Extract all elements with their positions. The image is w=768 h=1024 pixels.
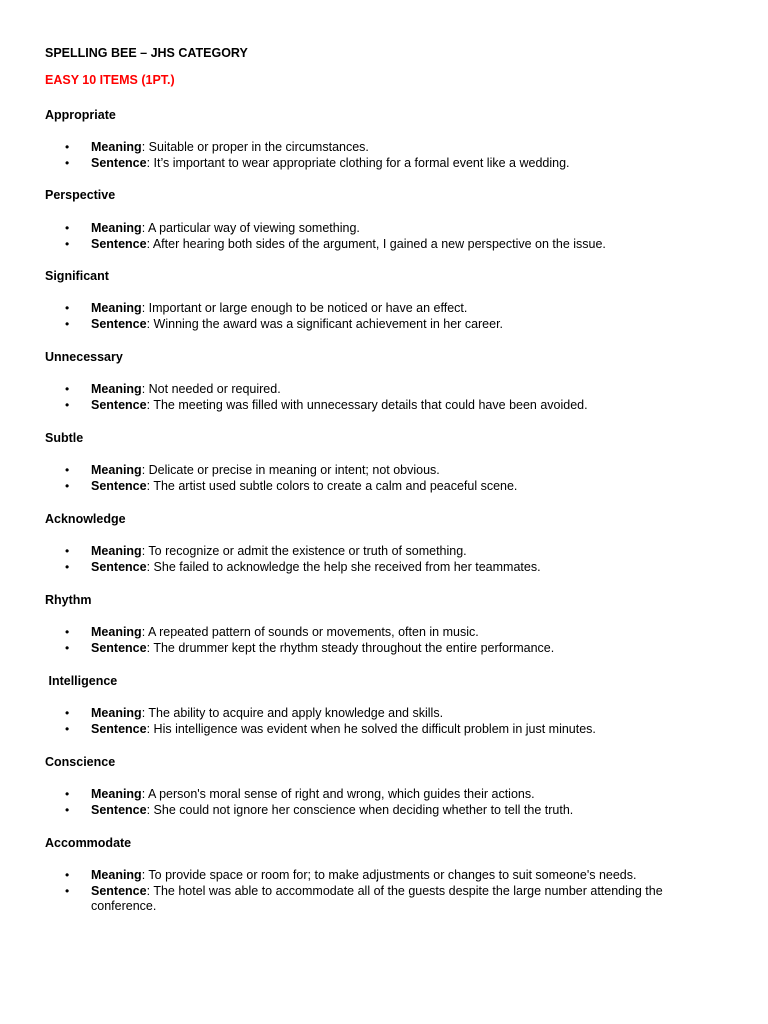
sentence-text: : The hotel was able to accommodate all of the guests despite the large number attending the conference. — [91, 883, 663, 913]
sentence-text: : Winning the award was a significant achievement in her career. — [146, 316, 504, 331]
meaning-item — [0, 544, 768, 560]
meaning-item — [0, 140, 768, 156]
sentence-text: : It’s important to wear appropriate clothing for a formal event like a wedding. — [146, 155, 570, 170]
sentence-label: Sentence — [91, 155, 147, 170]
bullet-icon: • — [65, 802, 70, 817]
meaning-item — [0, 301, 768, 317]
word-heading: Intelligence — [45, 674, 118, 688]
meaning-text: : A particular way of viewing something. — [141, 221, 360, 235]
meaning-text: : A repeated pattern of sounds or movements, often in music. — [141, 625, 479, 639]
section-subtitle: EASY 10 ITEMS (1PT.) — [45, 73, 175, 87]
sentence-label: Sentence — [91, 640, 147, 655]
bullet-icon: • — [65, 706, 70, 720]
sentence-item — [0, 479, 768, 495]
bullet-icon: • — [65, 155, 70, 170]
sentence-text: : The meeting was filled with unnecessary details that could have been avoided. — [146, 397, 588, 412]
sentence-item — [0, 317, 768, 333]
meaning-text: : To recognize or admit the existence or truth of something. — [141, 544, 467, 558]
bullet-icon: • — [65, 463, 70, 477]
meaning-item — [0, 382, 768, 398]
bullet-icon: • — [65, 787, 70, 801]
sentence-label: Sentence — [91, 721, 147, 736]
meaning-label: Meaning — [91, 706, 142, 720]
bullet-icon: • — [65, 382, 70, 396]
sentence-text: : She could not ignore her conscience when deciding whether to tell the truth. — [146, 802, 574, 817]
bullet-icon: • — [65, 625, 70, 639]
word-heading: Conscience — [45, 755, 116, 769]
bullet-icon: • — [65, 883, 70, 898]
sentence-label: Sentence — [91, 802, 147, 817]
sentence-item — [0, 560, 768, 576]
sentence-label: Sentence — [91, 236, 147, 251]
sentence-text: : His intelligence was evident when he solved the difficult problem in just minutes. — [146, 721, 596, 736]
word-details-list — [0, 787, 768, 818]
meaning-text: : A person's moral sense of right and wrong, which guides their actions. — [141, 787, 535, 801]
word-details-list — [0, 706, 768, 737]
word-details-list — [0, 382, 768, 413]
sentence-item — [0, 722, 768, 738]
word-heading: Perspective — [45, 188, 116, 202]
meaning-label: Meaning — [91, 382, 142, 396]
sentence-item — [0, 803, 768, 819]
sentence-text: : The drummer kept the rhythm steady throughout the entire performance. — [146, 640, 555, 655]
word-heading: Subtle — [45, 431, 84, 445]
bullet-icon: • — [65, 236, 70, 251]
word-details-list — [0, 544, 768, 575]
meaning-item — [0, 221, 768, 237]
sentence-item — [0, 641, 768, 657]
word-details-list — [0, 301, 768, 332]
meaning-label: Meaning — [91, 868, 142, 882]
bullet-icon: • — [65, 559, 70, 574]
sentence-item — [0, 884, 768, 915]
meaning-text: : Not needed or required. — [141, 382, 281, 396]
sentence-label: Sentence — [91, 559, 147, 574]
sentence-item — [0, 398, 768, 414]
bullet-icon: • — [65, 140, 70, 154]
sentence-text: : She failed to acknowledge the help she received from her teammates. — [146, 559, 541, 574]
sentence-label: Sentence — [91, 397, 147, 412]
sentence-item — [0, 156, 768, 172]
sentence-item — [0, 237, 768, 253]
word-details-list — [0, 625, 768, 656]
bullet-icon: • — [65, 868, 70, 882]
meaning-label: Meaning — [91, 140, 142, 154]
meaning-item — [0, 787, 768, 803]
sentence-text: : After hearing both sides of the argument, I gained a new perspective on the issue. — [146, 236, 606, 251]
bullet-icon: • — [65, 301, 70, 315]
meaning-label: Meaning — [91, 625, 142, 639]
meaning-item — [0, 625, 768, 641]
word-heading: Significant — [45, 269, 109, 283]
word-heading: Unnecessary — [45, 350, 123, 364]
meaning-text: : To provide space or room for; to make adjustments or changes to suit someone's needs. — [141, 868, 637, 882]
word-details-list — [0, 140, 768, 171]
bullet-icon: • — [65, 478, 70, 493]
meaning-label: Meaning — [91, 544, 142, 558]
meaning-item — [0, 706, 768, 722]
word-details-list — [0, 463, 768, 494]
word-heading: Accommodate — [45, 836, 132, 850]
bullet-icon: • — [65, 221, 70, 235]
meaning-label: Meaning — [91, 463, 142, 477]
page-title: SPELLING BEE – JHS CATEGORY — [45, 46, 248, 60]
meaning-text: : Important or large enough to be noticed or have an effect. — [141, 301, 468, 315]
meaning-text: : Delicate or precise in meaning or intent; not obvious. — [141, 463, 440, 477]
meaning-label: Meaning — [91, 787, 142, 801]
bullet-icon: • — [65, 721, 70, 736]
meaning-label: Meaning — [91, 301, 142, 315]
sentence-label: Sentence — [91, 478, 147, 493]
bullet-icon: • — [65, 544, 70, 558]
sentence-label: Sentence — [91, 316, 147, 331]
bullet-icon: • — [65, 397, 70, 412]
bullet-icon: • — [65, 640, 70, 655]
meaning-item — [0, 463, 768, 479]
word-heading: Rhythm — [45, 593, 92, 607]
bullet-icon: • — [65, 316, 70, 331]
word-heading: Appropriate — [45, 108, 116, 122]
meaning-item — [0, 868, 768, 884]
meaning-text: : Suitable or proper in the circumstances. — [141, 140, 369, 154]
meaning-text: : The ability to acquire and apply knowledge and skills. — [141, 706, 444, 720]
word-details-list — [0, 868, 768, 915]
word-details-list — [0, 221, 768, 252]
meaning-label: Meaning — [91, 221, 142, 235]
sentence-label: Sentence — [91, 883, 147, 898]
sentence-text: : The artist used subtle colors to create a calm and peaceful scene. — [146, 478, 518, 493]
word-heading: Acknowledge — [45, 512, 126, 526]
